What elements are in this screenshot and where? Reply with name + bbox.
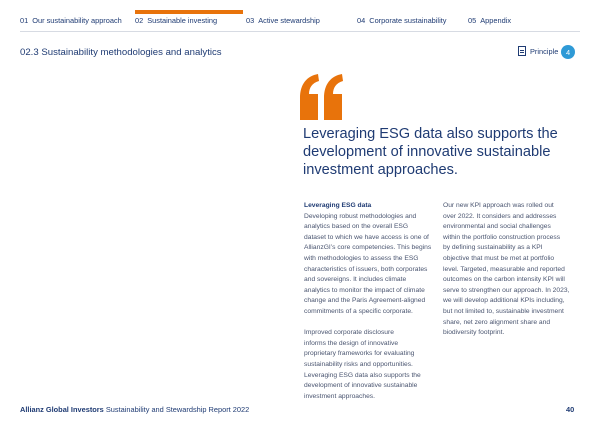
nav-item-number: 03: [246, 16, 255, 25]
text-line: by defining sustainability as a KPI: [443, 244, 543, 252]
nav-item-label: Active stewardship: [258, 16, 320, 25]
text-line: characteristics of issuers, both corporates: [304, 265, 428, 273]
document-icon: [518, 46, 526, 56]
text-line: level. Targeted, measurable and reported: [443, 265, 565, 273]
principle-tag[interactable]: [518, 46, 558, 56]
principle-number-badge[interactable]: 4: [561, 45, 575, 59]
text-line: analytics based on the overall ESG: [304, 223, 409, 231]
nav-divider: [20, 31, 580, 32]
column-subheading: Leveraging ESG data: [304, 202, 372, 209]
text-line: informs the design of innovative: [304, 339, 399, 347]
text-line: sustainability risks and opportunities.: [304, 360, 413, 368]
text-line: within the portfolio construction process: [443, 233, 561, 241]
footer-report-title: Sustainability and Stewardship Report 2022: [105, 405, 250, 414]
nav-item-label: Sustainable investing: [147, 16, 218, 25]
text-line: Improved corporate disclosure: [304, 329, 394, 337]
text-line: commitments of a specific corporate.: [304, 307, 413, 315]
footer: [20, 405, 249, 414]
text-line: but not limited to, sustainable investment: [443, 307, 564, 315]
nav-item-our-sustainability-approach[interactable]: [20, 16, 122, 25]
nav-item-label: Appendix: [480, 16, 512, 25]
text-line: over 2022. It considers and addresses: [443, 212, 557, 220]
nav-item-appendix[interactable]: [468, 16, 511, 25]
principle-label: Principle: [530, 46, 559, 56]
top-navigation: [0, 0, 600, 30]
text-line: Leveraging ESG data also supports the: [304, 371, 421, 379]
text-line: with methodologies to assess the ESG: [304, 254, 419, 262]
page-number: 40: [566, 405, 575, 414]
nav-item-label: Our sustainability approach: [32, 16, 122, 25]
text-line: analytics to monitor the impact of climate: [304, 286, 425, 294]
text-line: biodiversity footprint.: [443, 329, 505, 337]
text-line: change and the Paris Agreement-aligned: [304, 297, 426, 305]
nav-item-number: 01: [20, 16, 29, 25]
right-text-column: [443, 201, 581, 339]
text-line: environmental and social challenges: [443, 223, 551, 231]
nav-item-number: 02: [135, 16, 144, 25]
text-line: objective that must be met at portfolio: [443, 254, 555, 262]
nav-item-number: 05: [468, 16, 477, 25]
text-line: we will develop additional KPIs including,: [443, 297, 565, 305]
text-line: proprietary frameworks for evaluating: [304, 350, 415, 358]
text-line: Developing robust methodologies and: [304, 212, 417, 220]
text-line: serve to strengthen our approach. In 2023,: [443, 286, 570, 294]
quote-mark-icon: [298, 72, 346, 122]
text-line: investment approaches.: [304, 392, 376, 400]
nav-item-label: Corporate sustainability: [369, 16, 447, 25]
nav-item-active-stewardship[interactable]: [246, 16, 320, 25]
text-line: development of innovative sustainable: [304, 382, 418, 390]
text-line: outcomes on the carbon intensity KPI will: [443, 276, 565, 284]
text-line: share, net zero alignment share and: [443, 318, 551, 326]
headline-quote: Leveraging ESG data also supports the development of innovative sustainable investment approaches.: [303, 126, 558, 178]
text-line: and sovereigns. It includes climate: [304, 276, 407, 284]
nav-item-sustainable-investing[interactable]: [135, 16, 217, 25]
footer-brand: Allianz Global Investors: [20, 405, 104, 414]
text-line: Our new KPI approach was rolled out: [443, 202, 554, 209]
text-line: AllianzGI’s core competencies. This begins: [304, 244, 432, 252]
text-line: dataset to which we have access is one of: [304, 233, 429, 241]
nav-active-indicator: [135, 10, 243, 14]
nav-item-corporate-sustainability[interactable]: [357, 16, 446, 25]
nav-item-number: 04: [357, 16, 366, 25]
section-title: 02.3 Sustainability methodologies and analytics: [20, 47, 222, 58]
paragraph-gap: [304, 318, 442, 329]
left-text-column: [304, 201, 442, 402]
